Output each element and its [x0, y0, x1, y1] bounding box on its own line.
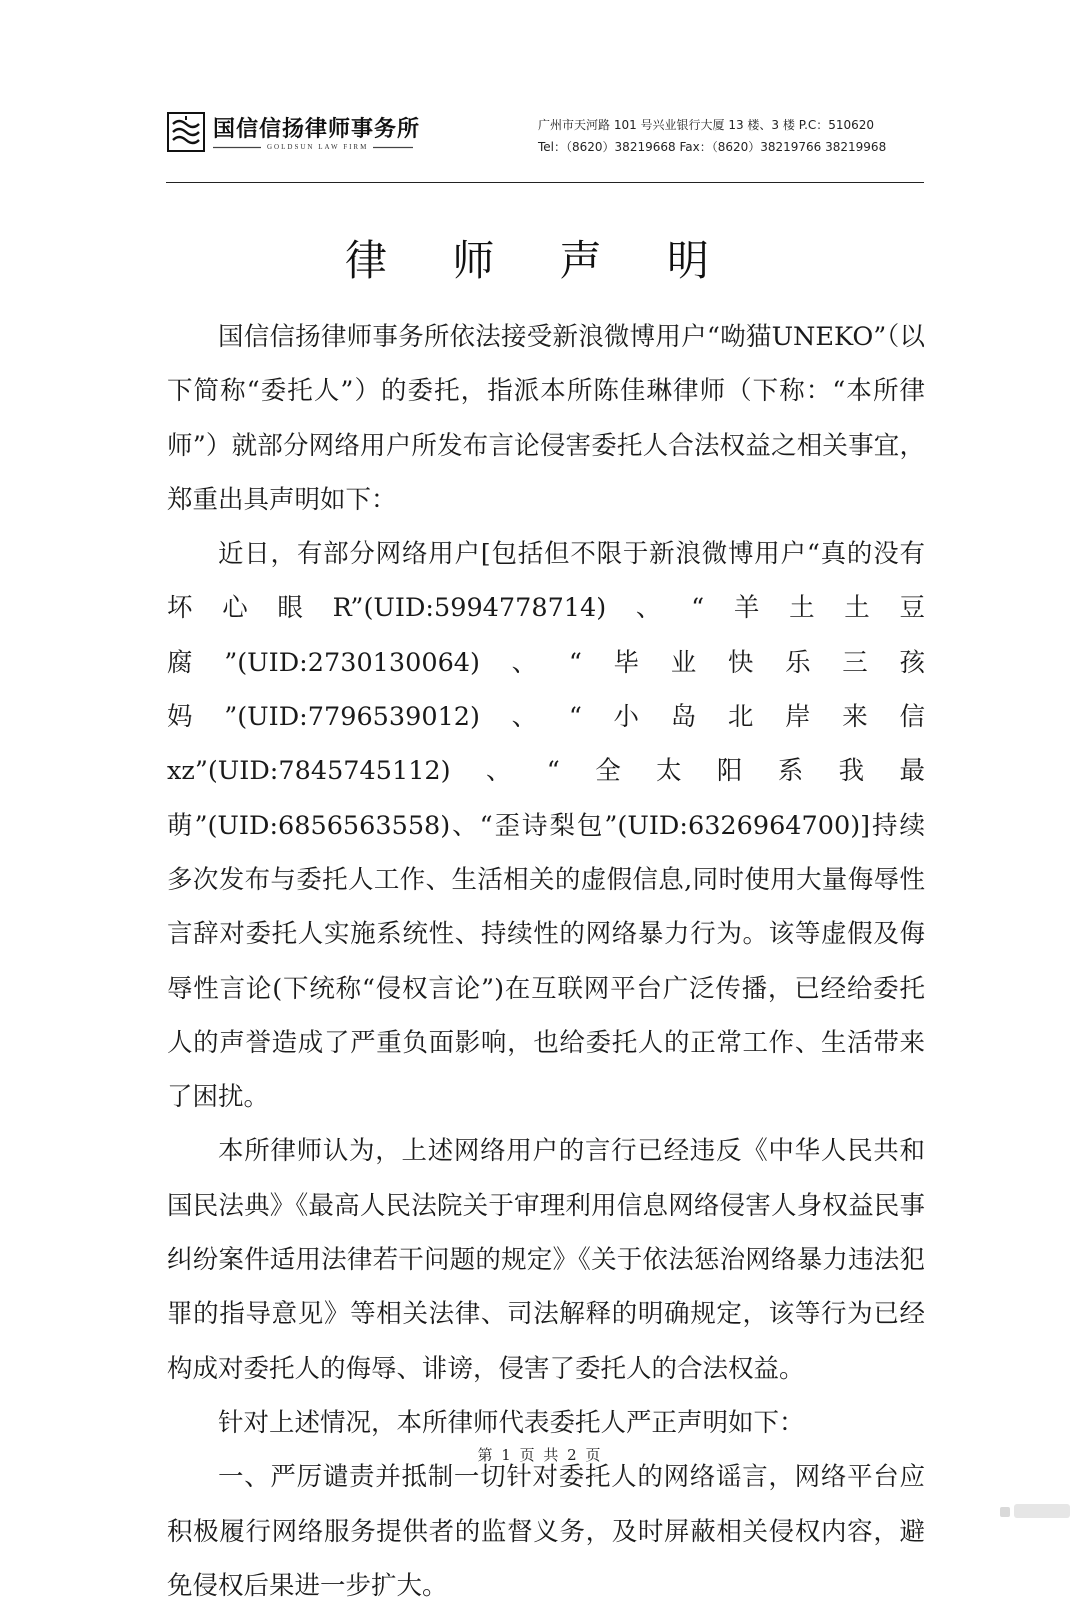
- paragraph-item-one: 一、严厉谴责并抵制一切针对委托人的网络谣言，网络平台应积极履行网络服务提供者的监督义务，及时屏蔽相关侵权内容，避免侵权后果进一步扩大。: [167, 1462, 925, 1601]
- document-body: [167, 310, 925, 1613]
- page-number: 第 1 页 共 2 页: [477, 1446, 603, 1464]
- document-title: 律 师 声 明: [344, 236, 736, 285]
- address-line: 广州市天河路 101 号兴业银行大厦 13 楼、3 楼 P.C：510620: [538, 118, 875, 132]
- paragraph-legal-opinion: 本所律师认为，上述网络用户的言行已经违反《中华人民共和国民法典》《最高人民法院关于审理利用信息网络侵害人身权益民事纠纷案件适用法律若干问题的规定》《关于依法惩治网络暴力违法犯罪的指导意见》等相关法律、司法解释的明确规定，该等行为已经构成对委托人的侮辱、诽谤，侵害了委托人的合法权益。: [167, 1136, 925, 1384]
- paragraph-facts: 近日，有部分网络用户[包括但不限于新浪微博用户“真的没有坏心眼R”(UID:5994778714)、“羊土土豆腐”(UID:2730130064)、“毕业快乐三孩妈”(UID:7796539012)、“小岛北岸来信xz”(UID:7845745112)、“全太阳系我最萌”(UID:6856563558)、“歪诗梨包”(UID:6326964700)]持续多次发布与委托人工作、生活相关的虚假信息,同时使用大量侮辱性言辞对委托人实施系统性、持续性的网络暴力行为。该等虚假及侮辱性言论(下统称“侵权言论”)在互联网平台广泛传播，已经给委托人的声誉造成了严重负面影响，也给委托人的正常工作、生活带来了困扰。: [167, 539, 925, 1113]
- firm-name-english: GOLDSUN LAW FIRM: [267, 143, 369, 151]
- paragraph-declaration-lead: 针对上述情况，本所律师代表委托人严正声明如下：: [218, 1407, 805, 1438]
- goldsun-logo-icon: [167, 112, 205, 152]
- phone-fax-line: Tel：（8620）38219668 Fax：（8620）38219766 38219968: [538, 140, 887, 154]
- paragraph-intro: 国信信扬律师事务所依法接受新浪微博用户“呦猫UNEKO”（以下简称“委托人”）的委托，指派本所陈佳琳律师（下称：“本所律师”）就部分网络用户所发布言论侵害委托人合法权益之相关事宜，郑重出具声明如下：: [167, 322, 925, 515]
- letterhead: [163, 108, 923, 164]
- header-divider: [166, 182, 924, 183]
- firm-name: 国信信扬律师事务所: [213, 117, 421, 142]
- watermark-icon: [1000, 1502, 1072, 1520]
- contact-info: [538, 114, 923, 158]
